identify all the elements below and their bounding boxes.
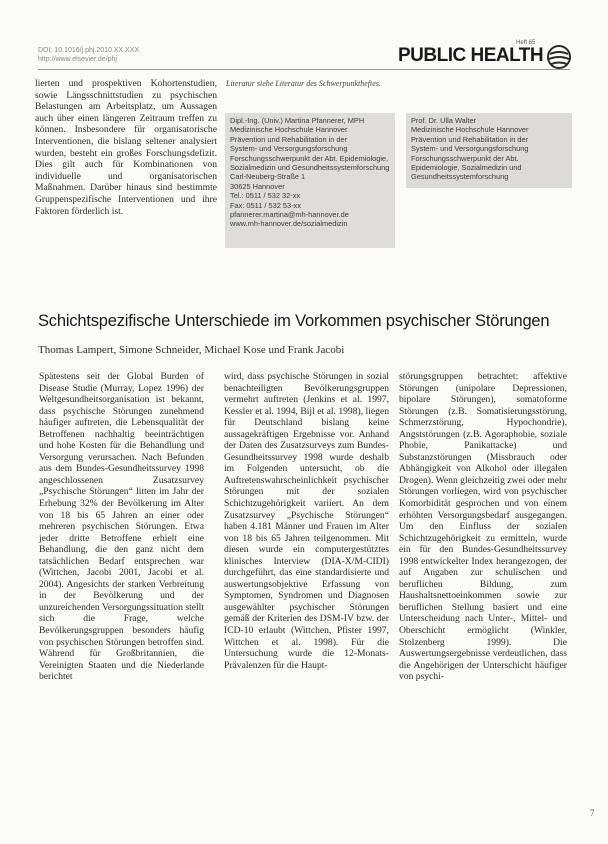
body-paragraph: Spätestens seit der Global Burden of Disease Studie (Murray, Lopez 1996) der Weltgesundheitsorganisation ist bekannt, dass psychische Störungen zunehmend häufiger auftreten, die Lebensqualität der Betroffenen nachhaltig beeinträchtigen und hohe Kosten für die Behandlung und Versorgung verursachen. Nach Befunden aus dem Bundes-Gesundheitssurvey 1998 angeschlossenen Zusatzsurvey „Psychische Störungen“ litten im Jahr der Erhebung 32% der Bevölkerung im Alter von 18 bis 65 Jahren an einer oder mehreren psychischen Störungen. Etwa jeder dritte Betroffene erhielt eine Behandlung, die den ganz nicht dem tatsächlichen Bedarf entsprechen war (Wittchen, Jacobi 2001, Jacobi et al. 2004). Angesichts der starken Verbreitung in der Bevölkerung und der unzureichenden Versorgungssituation stellt sich die Frage, welche Bevölkerungsgruppen besonders häufig von psychischen Störungen betroffen sind. Während für Großbritannien, die Vereinigten Staaten und die Niederlande berichtet <box>39 371 204 683</box>
contact-box-walter <box>406 113 572 188</box>
contact-box-text: Prof. Dr. Ulla Walter Medizinische Hochschule Hannover Prävention und Rehabilitation in der System- und Versorgungsforschung Forschungsschwerpunkt der Abt. Epidemiologie, Sozialmedizin und Gesundheitssystemforschung <box>411 116 529 182</box>
issue-label: Heft 65 <box>516 40 536 46</box>
intro-paragraph: lierten und prospektiven Kohortenstudien, sowie Längsschnittstudien zu psychischen Belastungen am Arbeitsplatz, um Aussagen auch über einen längeren Zeitraum treffen zu können. Insbesondere für organisatorische Interventionen, die bislang seltener analysiert wurden, besteht ein großes Forschungsdefizit. Dies gilt auch für Kombinationen von individuelle und organisatorischen Maßnahmen. Darüber hinaus sind bestimmte Gruppenspezifische Interventionen und ihre Faktoren förderlich ist. <box>35 78 217 217</box>
intro-column <box>35 78 217 217</box>
doi-block <box>38 46 139 64</box>
header-rule <box>38 69 570 70</box>
body-paragraph: wird, dass psychische Störungen in sozial benachteiligten Bevölkerungsgruppen vermehrt auftreten (Jenkins et al. 1997, Kessler et al. 1994, Bijl et al. 1998), liegen für Deutschland bislang keine aussagekräftigen Ergebnisse vor. Anhand der Daten des Zusatzsurveys zum Bundes-Gesundheitssurvey 1998 wurde deshalb im Folgenden untersucht, ob die Auftretenswahrscheinlichkeit psychischer Störungen mit der sozialen Schichtzugehörigkeit variiert. An dem Zusatzsurvey „Psychische Störungen“ haben 4.181 Männer und Frauen im Alter von 18 bis 65 Jahren teilgenommen. Mit diesen wurde ein computergestütztes klinisches Interview (DIA-X/M-CIDI) durchgeführt, das eine standardisierte und auswertungsobjektive Erfassung von Symptomen, Syndromen und Diagnosen ausgewählter psychischer Störungen gemäß der Kriterien des DSM-IV bzw. der ICD-10 erlaubt (Wittchen, Pfister 1997, Wittchen et al. 1998). Für die Untersuchung wurde die 12-Monats-Prävalenzen für die Haupt- <box>224 371 389 671</box>
doi-line: DOI: 10.1016/j.phj.2010.XX.XXX <box>38 47 140 54</box>
page-number: 7 <box>590 808 595 818</box>
body-paragraph: störungsgruppen betrachtet: affektive Störungen (unipolare Depressionen, bipolare Störungen), somatoforme Störungen (z.B. Somatisierungsstörung, Schmerzstörung, Hypochondrie), Angststörungen (z.B. Agoraphobie, soziale Phobie, Panikattacke) und Substanzstörungen (Missbrauch oder Abhängigkeit von Alkohol oder illegalen Drogen). Wenn gleichzeitig zwei oder mehr Störungen vorliegen, wird von psychischer Komorbidität gesprochen und von einem erhöhten Versorgungsbedarf ausgegangen. Um den Einfluss der sozialen Schichtzugehörigkeit zu ermitteln, wurde ein für den Bundes-Gesundheitssurvey 1998 entwickelter Index herangezogen, der auf Angaben zur schulischen und beruflichen Bildung, zum Haushaltsnettoeinkommen sowie zur beruflichen Stellung basiert und eine Unterscheidung nach Unter-, Mittel- und Oberschicht ermöglicht (Winkler, Stolzenberg 1999). Die Auswertungsergebnisse verdeutlichen, dass die Angehörigen der Unterschicht häufiger von psychi- <box>399 371 567 683</box>
contact-box-pfannerer <box>225 113 395 248</box>
article-authors: Thomas Lampert, Simone Schneider, Michael Kose und Frank Jacobi <box>38 344 345 356</box>
logo-text: PUBLIC HEALTH <box>398 45 544 66</box>
globe-icon <box>546 44 572 70</box>
body-column-2 <box>224 371 389 671</box>
journal-url: http://www.elsevier.de/phj <box>38 56 117 63</box>
journal-logo <box>398 40 570 70</box>
article-title: Schichtspezifische Unterschiede im Vorkommen psychischer Störungen <box>38 312 550 330</box>
literature-note: Literatur siehe Literatur des Schwerpunktheftes. <box>226 79 381 88</box>
contact-box-text: Dipl.-Ing. (Univ.) Martina Pfannerer, MPH Medizinische Hochschule Hannover Prävention und Rehabilitation in der System- und Versorgungsforschung Forschungsschwerpunkt der Abt. Epidemiologie, Sozialmedizin und Gesundheitssystemforschung Carl-Neuberg-Straße 1 30625 Hannover Tel.: 0511 / 532 32-xx Fax: 0511 / 532 53-xx pfannerer.martina@mh-hannover.de www.mh-hannover.de/sozialmedizin <box>230 116 390 229</box>
body-column-3 <box>399 371 567 683</box>
body-column-1 <box>39 371 204 683</box>
